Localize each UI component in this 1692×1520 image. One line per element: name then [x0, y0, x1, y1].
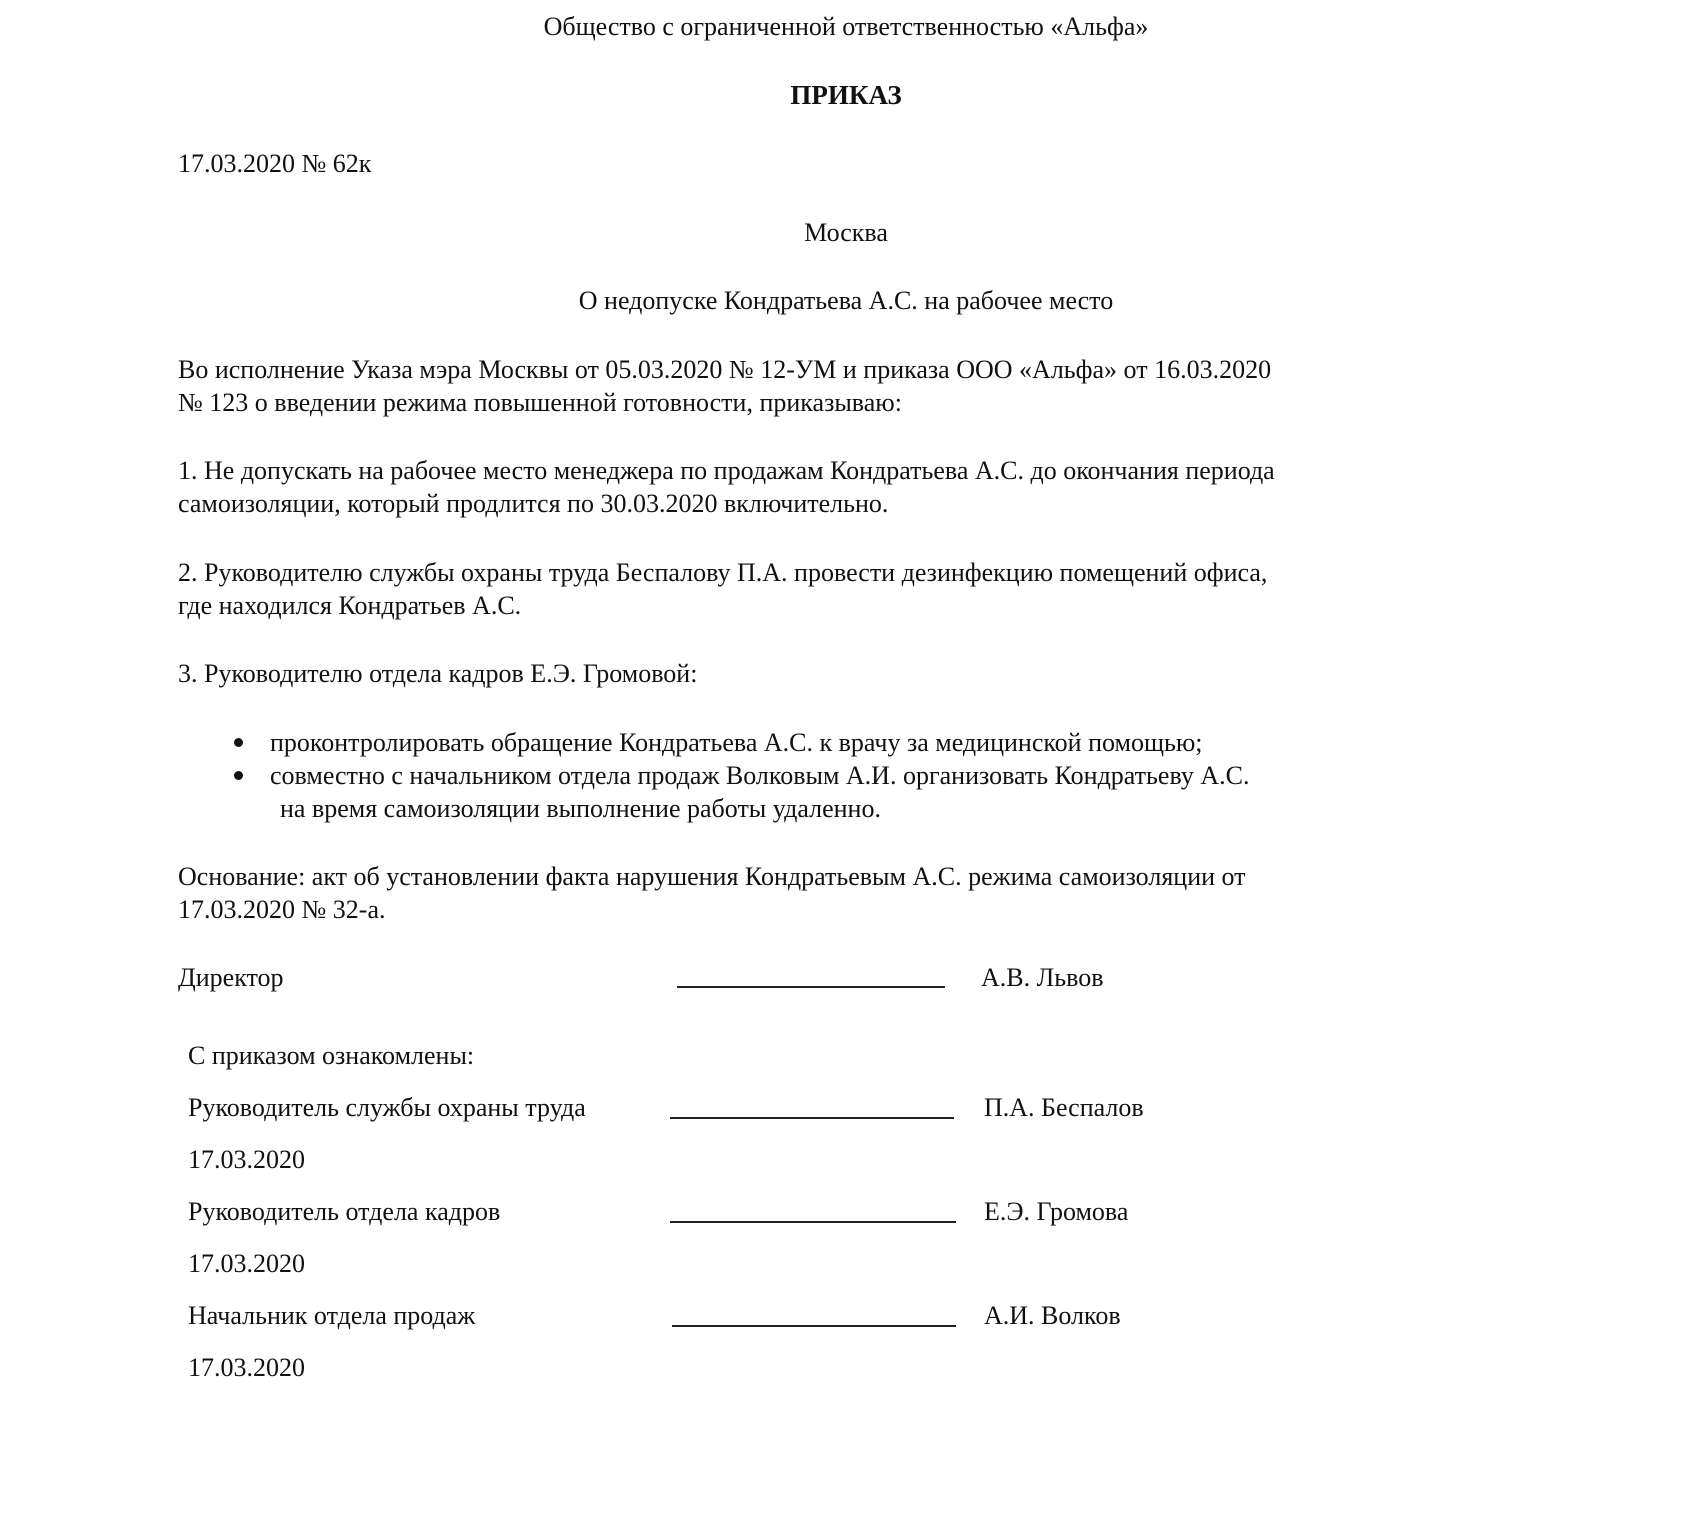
- city: Москва: [804, 218, 888, 247]
- bullet-item: совместно с начальником отдела продаж Волковым А.И. организовать Кондратьеву А.С.: [270, 761, 1250, 790]
- bullet-item-continuation: на время самоизоляции выполнение работы удаленно.: [280, 794, 881, 823]
- signature-line: [677, 986, 945, 988]
- signer-date: 17.03.2020: [188, 1353, 305, 1382]
- bullet-icon: [234, 771, 243, 780]
- item-line: 1. Не допускать на рабочее место менеджера по продажам Кондратьева А.С. до окончания периода: [178, 456, 1275, 485]
- signer-date: 17.03.2020: [188, 1249, 305, 1278]
- signer-name: Е.Э. Громова: [984, 1197, 1129, 1226]
- signer-position: Руководитель отдела кадров: [188, 1197, 501, 1226]
- signer-date: 17.03.2020: [188, 1145, 305, 1174]
- signature-line: [672, 1325, 956, 1327]
- director-position: Директор: [178, 963, 284, 992]
- item-line: самоизоляции, который продлится по 30.03.2020 включительно.: [178, 489, 889, 518]
- item-line: где находился Кондратьев А.С.: [178, 591, 522, 620]
- document-title: ПРИКАЗ: [790, 80, 902, 110]
- organization-name: Общество с ограниченной ответственностью «Альфа»: [543, 12, 1149, 41]
- basis-line: 17.03.2020 № 32-а.: [178, 895, 386, 924]
- acknowledged-label: С приказом ознакомлены:: [188, 1041, 475, 1070]
- order-subject: О недопуске Кондратьева А.С. на рабочее место: [578, 286, 1114, 315]
- signature-line: [670, 1117, 954, 1119]
- preamble-line: Во исполнение Указа мэра Москвы от 05.03.2020 № 12-УМ и приказа ООО «Альфа» от 16.03.2020: [178, 355, 1272, 384]
- signature-line: [670, 1221, 956, 1223]
- signer-position: Руководитель службы охраны труда: [188, 1093, 586, 1122]
- date-number: 17.03.2020 № 62к: [178, 149, 372, 178]
- item-line: 2. Руководителю службы охраны труда Беспалову П.А. провести дезинфекцию помещений офиса,: [178, 558, 1268, 587]
- basis-line: Основание: акт об установлении факта нарушения Кондратьевым А.С. режима самоизоляции от: [178, 862, 1246, 891]
- bullet-icon: [234, 738, 243, 747]
- signer-position: Начальник отдела продаж: [188, 1301, 476, 1330]
- signer-name: П.А. Беспалов: [984, 1093, 1144, 1122]
- item-line: 3. Руководителю отдела кадров Е.Э. Громовой:: [178, 659, 698, 688]
- bullet-item: проконтролировать обращение Кондратьева А.С. к врачу за медицинской помощью;: [270, 728, 1203, 757]
- director-name: А.В. Львов: [981, 963, 1104, 992]
- preamble-line: № 123 о введении режима повышенной готовности, приказываю:: [178, 388, 902, 417]
- signer-name: А.И. Волков: [984, 1301, 1121, 1330]
